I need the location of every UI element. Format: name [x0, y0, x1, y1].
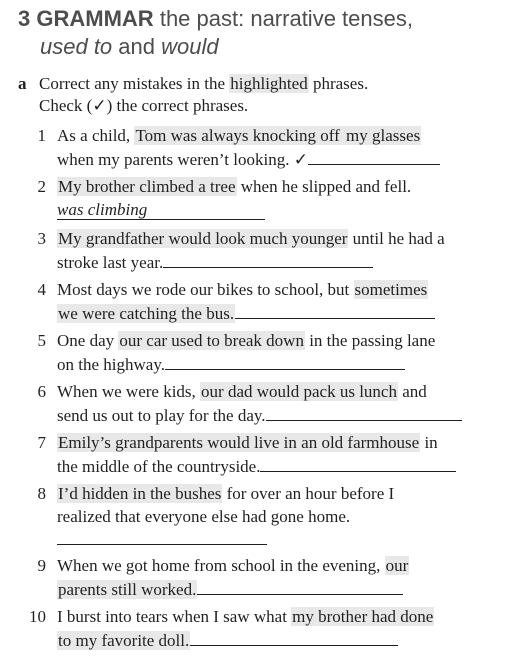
item-number: 4: [37, 280, 46, 299]
subtitle-and: and: [118, 34, 156, 59]
item-number: 6: [37, 382, 46, 401]
answer-line[interactable]: [197, 578, 403, 595]
highlighted-phrase: our car used to break down: [119, 331, 304, 350]
exercise-letter: a: [18, 74, 27, 93]
highlighted-phrase: My grandfather would look much younger: [58, 229, 348, 248]
answer-line[interactable]: [57, 528, 267, 545]
item-10-line-2: [57, 629, 398, 652]
item-2-line-1: My brother climbed a tree when he slipped and fell.: [58, 177, 412, 196]
item-4-line-1: Most days we rode our bikes to school, but sometimes: [57, 280, 428, 299]
highlighted-phrase: Tom was always knocking off: [135, 126, 340, 145]
instruction-line-2: Check (✓) the correct phrases.: [39, 96, 249, 115]
answer-line[interactable]: [235, 302, 435, 319]
highlighted-phrase: my brother had done: [292, 607, 434, 626]
answer-line[interactable]: [165, 353, 405, 370]
answer-line[interactable]: [266, 404, 462, 421]
highlighted-phrase: I’d hidden in the bushes: [58, 484, 222, 503]
item-8-line-1: I’d hidden in the bushes for over an hour before I: [58, 484, 395, 503]
item-1-line-2: when my parents weren’t looking. ✓: [57, 148, 440, 171]
item-number: 2: [37, 177, 46, 196]
highlighted-phrase: Emily’s grandparents would live in an old farmhouse: [58, 433, 420, 452]
item-number: 8: [37, 484, 46, 503]
subtitle-used-to: used to: [40, 34, 113, 59]
item-5-line-2: on the highway.: [57, 353, 405, 376]
item-1-line-1: As a child, Tom was always knocking off my glasses: [57, 126, 421, 145]
item-8-line-3: [57, 528, 267, 551]
answer-field[interactable]: was climbing: [57, 199, 265, 220]
highlighted-phrase: sometimes: [354, 280, 428, 299]
answer-line[interactable]: [260, 455, 456, 472]
item-number: 5: [37, 331, 46, 350]
highlighted-phrase: our dad would pack us lunch: [201, 382, 397, 401]
item-number: 3: [37, 229, 46, 248]
section-number: 3: [18, 6, 31, 31]
item-4-line-2: [57, 302, 435, 325]
answer-line[interactable]: [163, 251, 373, 268]
item-number: 9: [37, 556, 46, 575]
subtitle-would: would: [161, 34, 219, 59]
section-title: GRAMMAR: [36, 6, 154, 31]
section-subtitle: the past: narrative tenses,: [159, 6, 413, 31]
item-10-line-1: I burst into tears when I saw what my brother had done: [57, 607, 434, 626]
item-9-line-2: [57, 578, 403, 601]
highlighted-phrase: our: [385, 556, 409, 575]
item-number: 7: [37, 433, 46, 452]
highlighted-phrase: parents still worked.: [58, 580, 197, 599]
item-number: 10: [29, 607, 46, 626]
checkmark: ✓: [293, 150, 308, 169]
item-7-line-1: Emily’s grandparents would live in an old farmhouse in: [58, 433, 438, 452]
item-5-line-1: One day our car used to break down in the passing lane: [57, 331, 436, 350]
section-heading-line2: [40, 34, 219, 60]
item-9-line-1: When we got home from school in the evening, our: [57, 556, 409, 575]
item-2-line-2: [57, 199, 265, 221]
instruction-text: Correct any mistakes in the: [39, 74, 226, 93]
instruction-line-1: [39, 73, 368, 95]
instruction-highlighted-word: highlighted: [230, 74, 308, 93]
highlighted-phrase: to my favorite doll.: [58, 631, 190, 650]
item-number: 1: [37, 126, 46, 145]
section-heading: [18, 6, 413, 32]
item-6-line-2: send us out to play for the day.: [57, 404, 462, 427]
item-7-line-2: the middle of the countryside.: [57, 455, 456, 478]
highlighted-phrase: My brother climbed a tree: [58, 177, 236, 196]
answer-line[interactable]: [190, 629, 398, 646]
item-3-line-2: stroke last year.: [57, 251, 373, 274]
instruction-text-end: phrases.: [312, 74, 369, 93]
item-6-line-1: When we were kids, our dad would pack us lunch and: [57, 382, 427, 401]
item-8-line-2: realized that everyone else had gone home.: [57, 507, 351, 526]
highlighted-phrase: we were catching the bus.: [58, 304, 235, 323]
answer-line[interactable]: [308, 148, 440, 165]
item-3-line-1: My grandfather would look much younger until he had a: [58, 229, 445, 248]
